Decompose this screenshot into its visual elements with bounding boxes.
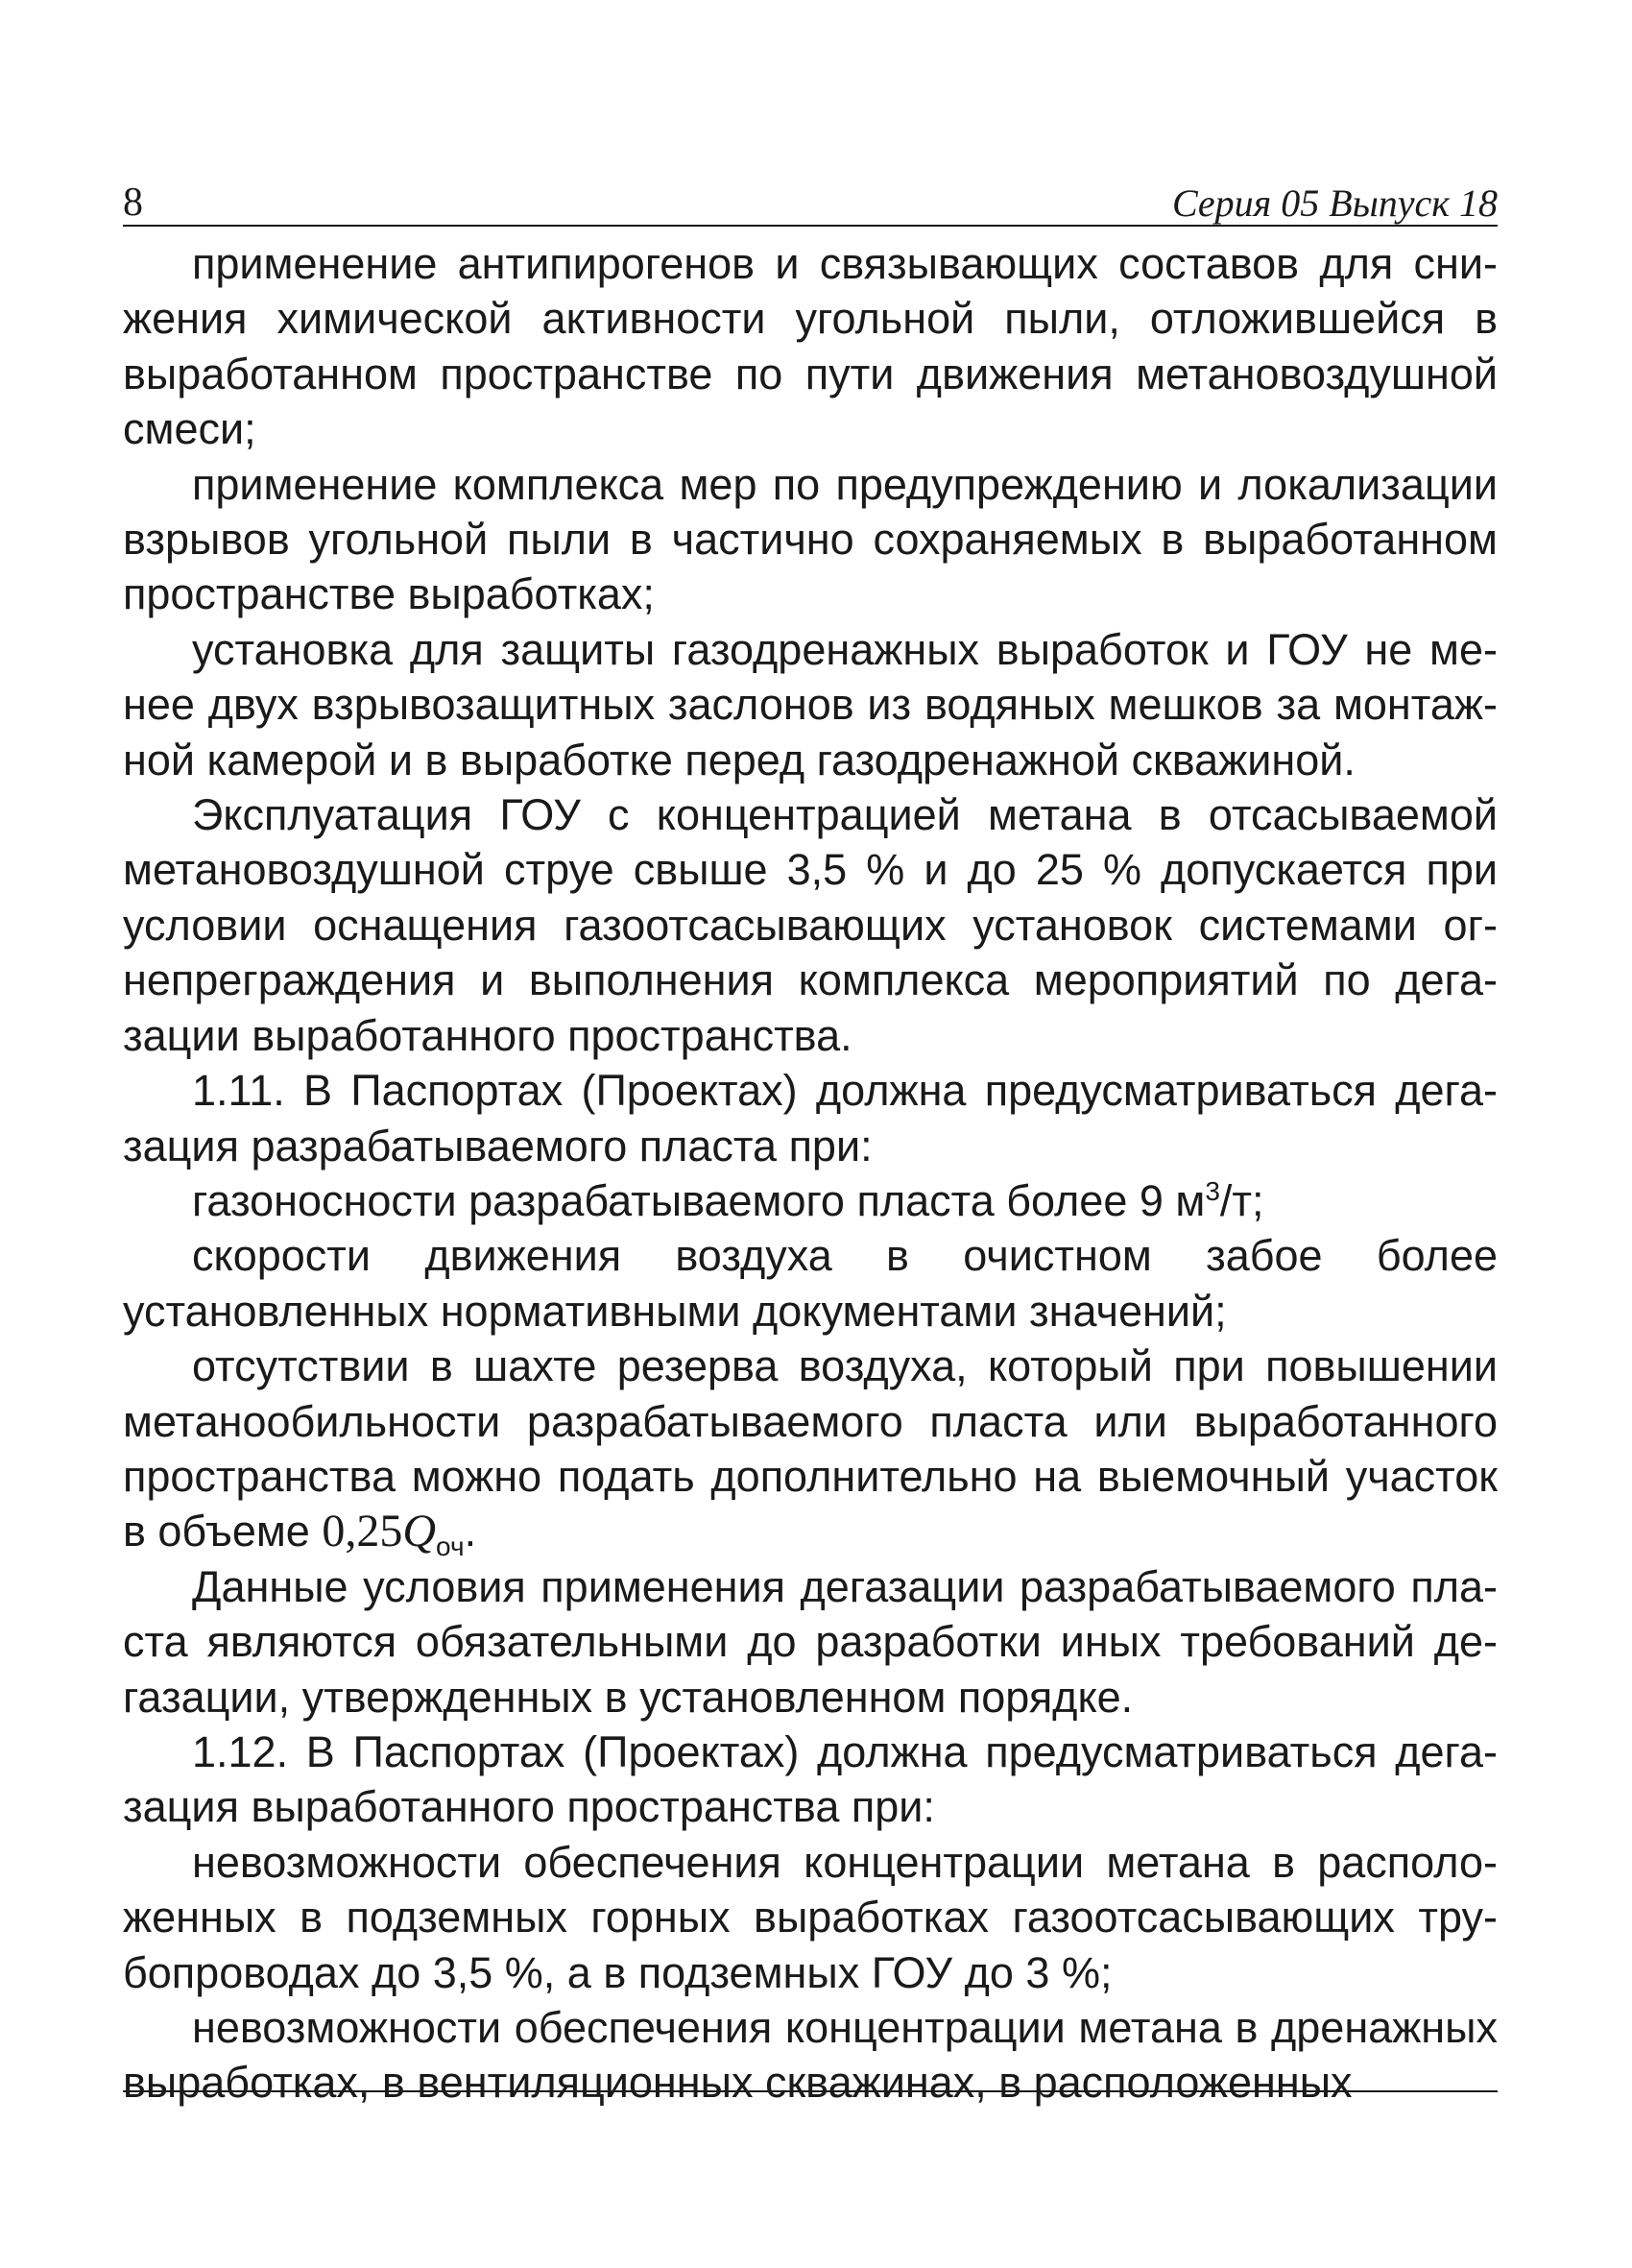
gas-content-unit-tail: /т;	[1219, 1175, 1264, 1225]
paragraph-air-reserve	[123, 1339, 1498, 1562]
paragraph: установка для защиты газодренажных выработок и ГОУ не менее двух взрывозащитных заслонов из водяных мешков за монтажной камерой и в выработке перед газодренажной скважиной.	[123, 624, 1498, 784]
paragraph: 1.12. В Паспортах (Проектах) должна предусматриваться дегазация выработанного пространства при:	[123, 1726, 1498, 1832]
paragraph: невозможности обеспечения концентрации метана в расположенных в подземных горных выработках газоотсасывающих трубопроводах до 3,5 %, а в подземных ГОУ до 3 %;	[123, 1837, 1498, 1997]
page-number: 8	[123, 181, 143, 225]
air-volume-subscript: оч	[436, 1532, 465, 1562]
paragraph: 1.11. В Паспортах (Проектах) должна предусматриваться дегазация разрабатываемого пласта при:	[123, 1066, 1498, 1170]
document-body	[123, 227, 1498, 2111]
air-volume-symbol: Q	[402, 1506, 437, 1557]
air-volume-tail: .	[464, 1507, 477, 1556]
document-page	[123, 173, 1498, 2108]
air-reserve-text: отсутствии в шахте резерва воздуха, который при повышении метанообильности разрабатываемого пласта или выработанного пространства можно подать дополнительно на выемочный участок в объеме	[123, 1341, 1498, 1556]
running-header	[123, 173, 1498, 227]
paragraph: применение антипирогенов и связывающих составов для снижения химической активности угольной пыли, отложившейся в выработанном пространстве по пути движения метановоздушной смеси;	[123, 239, 1498, 454]
gas-content-superscript: 3	[1205, 1175, 1220, 1206]
gas-content-text: газоносности разрабатываемого пласта более 9 м	[192, 1175, 1206, 1225]
paragraph: Эксплуатация ГОУ с концентрацией метана в отсасываемой метановоздушной струе свыше 3,5 % и до 25 % допускается при условии оснащения газоотсасывающих установок системами огнепреграждения и выполнения комплекса мероприятий по дегазации выработанного пространства.	[123, 790, 1498, 1060]
series-title: Серия 05 Выпуск 18	[1171, 181, 1498, 225]
footer-rule	[123, 2090, 1498, 2092]
paragraph: скорости движения воздуха в очистном забое более установленных нормативными документами значений;	[123, 1231, 1498, 1336]
paragraph: невозможности обеспечения концентрации метана в дренажных выработках, в вентиляционных скважинах, в расположенных	[123, 2003, 1498, 2108]
paragraph: применение комплекса мер по предупреждению и локализации взрывов угольной пыли в частично сохраняемых в выработанном пространстве выработках;	[123, 459, 1498, 619]
paragraph-gas-content	[123, 1173, 1498, 1228]
paragraph: Данные условия применения дегазации разрабатываемого пласта являются обязательными до разработки иных требований дегазации, утвержденных в установленном порядке.	[123, 1561, 1498, 1722]
air-volume-value: 0,25	[322, 1506, 403, 1557]
